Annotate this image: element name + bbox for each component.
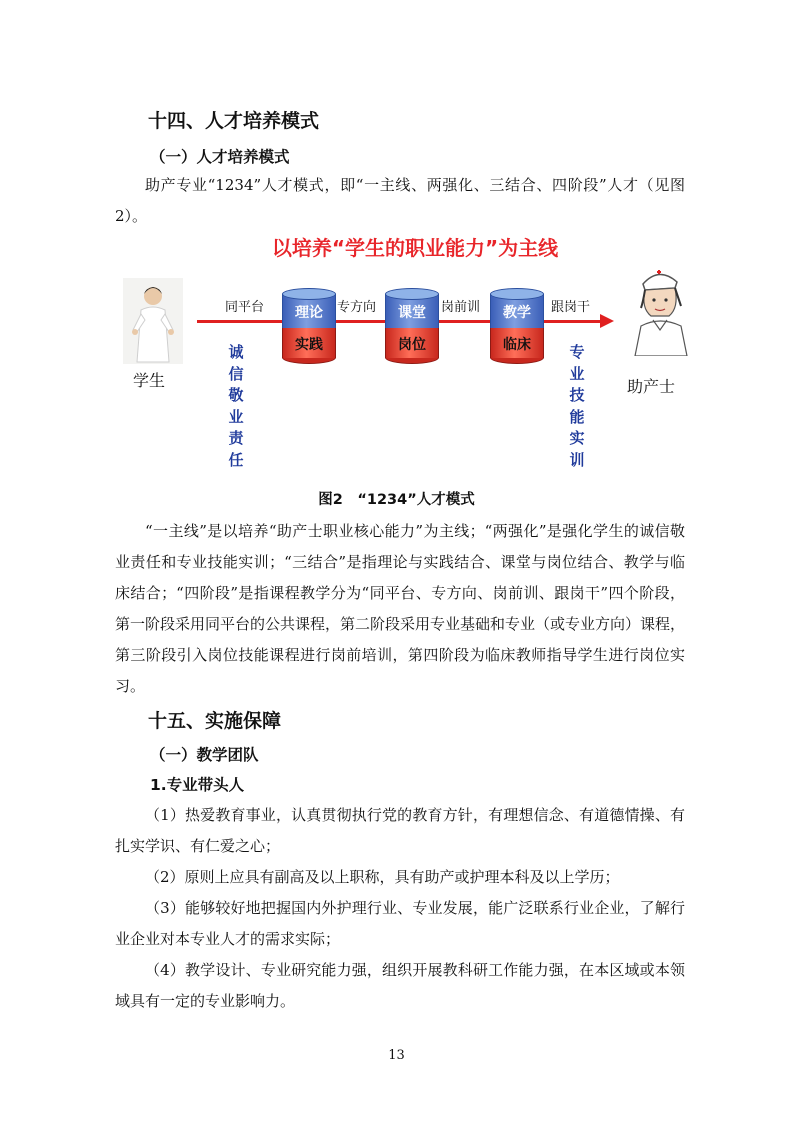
cylinder-lower-label: 临床 <box>503 337 531 353</box>
stage-label-1: 同平台 <box>225 300 265 315</box>
talent-model-figure <box>115 232 715 480</box>
requirement-item-4: （4）教学设计、专业研究能力强，组织开展教科研工作能力强，在本区域或本领域具有一定的专业影响力。 <box>115 961 685 1010</box>
intro-paragraph: 助产专业“1234”人才模式，即“一主线、两强化、三结合、四阶段”人才（见图2）。 <box>115 176 685 225</box>
cylinder-upper-label: 理论 <box>295 305 323 321</box>
section-heading-14: 十四、人才培养模式 <box>148 110 320 132</box>
cylinder-upper-label: 教学 <box>503 305 531 321</box>
cylinder-classroom-post <box>385 288 439 364</box>
figure-caption: 图2 “1234”人才模式 <box>318 492 475 508</box>
stage-label-3: 岗前训 <box>441 300 481 315</box>
figure-title: 以培养“学生的职业能力”为主线 <box>271 236 559 260</box>
page-number: 13 <box>388 1048 405 1063</box>
subsection-heading-discipline-leader: 1.专业带头人 <box>150 776 245 794</box>
left-vertical-text: 诚信敬业责任 <box>228 343 244 469</box>
cylinder-theory-practice <box>282 288 336 364</box>
right-vertical-text: 专业技能实训 <box>569 343 585 469</box>
cylinder-upper-label: 课堂 <box>398 305 426 321</box>
cylinder-lower-label: 岗位 <box>398 337 426 353</box>
midwife-label: 助产士 <box>627 377 676 396</box>
midwife-illustration <box>627 264 691 356</box>
student-illustration <box>123 278 183 364</box>
subsection-heading-teaching-team: （一）教学团队 <box>150 746 259 764</box>
stage-label-2: 专方向 <box>337 300 377 315</box>
requirement-item-2: （2）原则上应具有副高及以上职称，具有助产或护理本科及以上学历； <box>145 868 620 886</box>
model-explanation-paragraph: “一主线”是以培养“助产士职业核心能力”为主线；“两强化”是强化学生的诚信敬业责任和专业技能实训；“三结合”是指理论与实践结合、课堂与岗位结合、教学与临床结合；“四阶段”是指课程教学分为“同平台、专方向、岗前训、跟岗干”四个阶段，第一阶段采用同平台的公共课程，第二阶段采用专业基础和专业（或专业方向）课程，第三阶段引入岗位技能课程进行岗前培训，第四阶段为临床教师指导学生进行岗位实习。 <box>115 522 686 695</box>
student-label: 学生 <box>133 371 166 390</box>
subsection-heading-training-model: （一）人才培养模式 <box>150 148 290 166</box>
requirement-item-1: （1）热爱教育事业，认真贯彻执行党的教育方针，有理想信念、有道德情操、有扎实学识、有仁爱之心； <box>115 806 685 855</box>
cylinder-teaching-clinical <box>490 288 544 364</box>
arrow-head-icon <box>600 314 614 328</box>
cylinder-lower-label: 实践 <box>295 337 323 353</box>
stage-label-4: 跟岗干 <box>551 300 591 315</box>
section-heading-15: 十五、实施保障 <box>148 710 282 732</box>
requirement-item-3: （3）能够较好地把握国内外护理行业、专业发展，能广泛联系行业企业，了解行业企业对本专业人才的需求实际； <box>115 899 685 948</box>
